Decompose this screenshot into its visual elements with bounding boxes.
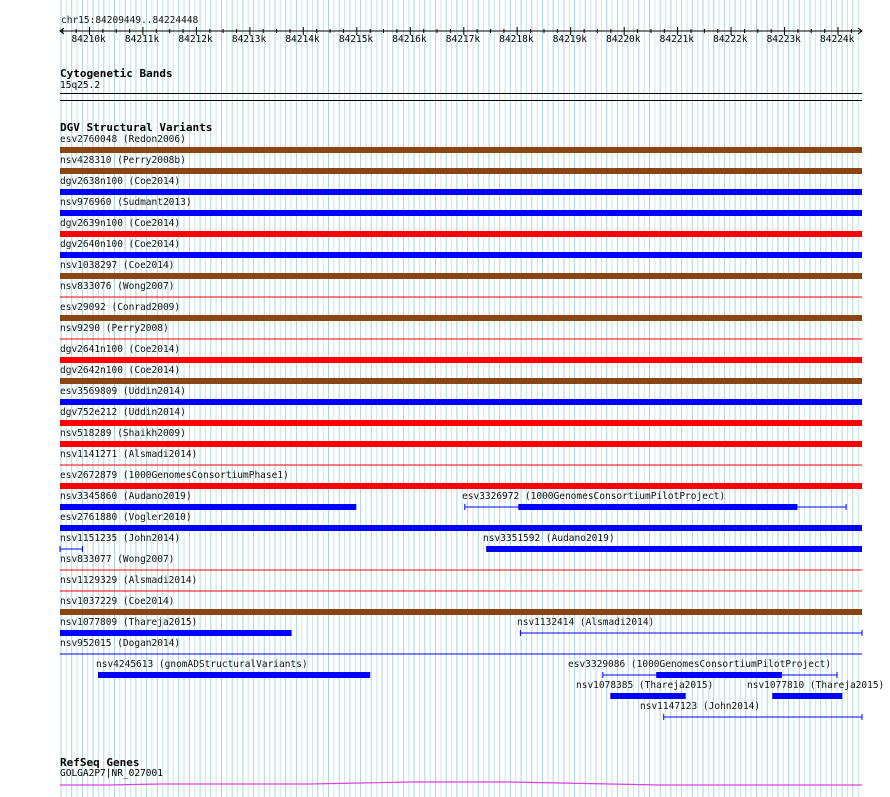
dgv-feature-label[interactable]: nsv518289 (Shaikh2009) xyxy=(60,428,186,439)
ruler-tick-label: 84210k xyxy=(71,34,106,45)
dgv-feature[interactable] xyxy=(60,378,862,384)
dgv-feature[interactable] xyxy=(520,630,862,636)
dgv-feature[interactable] xyxy=(60,609,862,615)
dgv-feature-label[interactable]: dgv2638n100 (Coe2014) xyxy=(60,176,181,187)
ruler-location: chr15:84209449..84224448 xyxy=(61,15,199,26)
dgv-feature[interactable] xyxy=(486,546,862,552)
cytoband-label: 15q25.2 xyxy=(60,80,101,91)
dgv-feature-label[interactable]: nsv1151235 (John2014) xyxy=(60,533,181,544)
dgv-feature-label[interactable]: nsv1078385 (Thareja2015) xyxy=(576,680,714,691)
ruler-tick-label: 84218k xyxy=(499,34,534,45)
dgv-feature[interactable] xyxy=(465,504,846,510)
dgv-feature-label[interactable]: nsv976960 (Sudmant2013) xyxy=(60,197,192,208)
dgv-feature[interactable] xyxy=(60,168,862,174)
dgv-feature-label[interactable]: nsv833077 (Wong2007) xyxy=(60,554,175,565)
dgv-feature[interactable] xyxy=(60,315,862,321)
refseq-gene-model[interactable] xyxy=(0,778,890,790)
dgv-feature-label[interactable]: nsv833076 (Wong2007) xyxy=(60,281,175,292)
ruler-tick-label: 84211k xyxy=(124,34,160,45)
ruler-tick-label: 84214k xyxy=(285,34,320,45)
ruler-tick-label: 84215k xyxy=(338,34,374,45)
dgv-feature[interactable] xyxy=(60,252,862,258)
dgv-feature[interactable] xyxy=(60,630,292,636)
ruler-tick-label: 84223k xyxy=(766,34,801,45)
refseq-gene-label[interactable]: GOLGA2P7|NR_027001 xyxy=(60,768,163,779)
ruler-tick-label: 84217k xyxy=(445,34,481,45)
ruler-tick-label: 84219k xyxy=(552,34,588,45)
dgv-feature-label[interactable]: esv3329086 (1000GenomesConsortiumPilotProject) xyxy=(568,659,832,670)
dgv-feature-label[interactable]: dgv752e212 (Uddin2014) xyxy=(60,407,186,418)
dgv-feature[interactable] xyxy=(60,441,862,447)
dgv-feature-label[interactable]: esv29092 (Conrad2009) xyxy=(60,302,181,313)
dgv-feature-label[interactable]: nsv3345860 (Audano2019) xyxy=(60,491,192,502)
dgv-feature-label[interactable]: nsv1129329 (Alsmadi2014) xyxy=(60,575,198,586)
dgv-feature[interactable] xyxy=(60,546,83,552)
dgv-feature[interactable] xyxy=(60,420,862,426)
dgv-feature-label[interactable]: nsv1077810 (Thareja2015) xyxy=(747,680,885,691)
dgv-feature[interactable] xyxy=(60,147,862,153)
dgv-feature-label[interactable]: nsv1037229 (Coe2014) xyxy=(60,596,175,607)
dgv-feature[interactable] xyxy=(60,231,862,237)
dgv-feature[interactable] xyxy=(60,273,862,279)
dgv-feature-label[interactable]: nsv9290 (Perry2008) xyxy=(60,323,169,334)
dgv-feature-label[interactable]: esv3569809 (Uddin2014) xyxy=(60,386,186,397)
ruler-tick-label: 84216k xyxy=(392,34,427,45)
dgv-feature-label[interactable]: nsv1077809 (Thareja2015) xyxy=(60,617,198,628)
ruler-tick-label: 84220k xyxy=(606,34,641,45)
dgv-feature-label[interactable]: esv2760048 (Redon2006) xyxy=(60,134,186,145)
ruler-tick-label: 84213k xyxy=(231,34,267,45)
dgv-feature-label[interactable]: nsv1038297 (Coe2014) xyxy=(60,260,175,271)
dgv-feature[interactable] xyxy=(664,714,862,720)
dgv-feature-label[interactable]: nsv3351592 (Audano2019) xyxy=(483,533,615,544)
dgv-feature-label[interactable]: dgv2641n100 (Coe2014) xyxy=(60,344,181,355)
dgv-feature-label[interactable]: nsv428310 (Perry2008b) xyxy=(60,155,186,166)
dgv-track-title[interactable]: DGV Structural Variants xyxy=(60,121,213,134)
dgv-feature[interactable] xyxy=(98,672,370,678)
dgv-feature[interactable] xyxy=(603,672,837,678)
dgv-feature-label[interactable]: nsv1147123 (John2014) xyxy=(640,701,761,712)
refseq-gene-line[interactable] xyxy=(60,782,862,785)
dgv-feature[interactable] xyxy=(60,399,862,405)
dgv-feature-label[interactable]: nsv952015 (Dogan2014) xyxy=(60,638,181,649)
dgv-feature[interactable] xyxy=(60,210,862,216)
ruler-tick-label: 84221k xyxy=(659,34,694,45)
cytoband-track-title[interactable]: Cytogenetic Bands xyxy=(60,67,173,80)
ruler-tick-label: 84224k xyxy=(820,34,855,45)
dgv-feature-label[interactable]: dgv2642n100 (Coe2014) xyxy=(60,365,181,376)
dgv-feature-label[interactable]: esv2761880 (Vogler2010) xyxy=(60,512,192,523)
dgv-feature[interactable] xyxy=(60,525,862,531)
dgv-feature[interactable] xyxy=(60,483,862,489)
dgv-feature[interactable] xyxy=(772,693,842,699)
dgv-feature[interactable] xyxy=(60,189,862,195)
dgv-feature[interactable] xyxy=(60,504,356,510)
refseq-track-title[interactable]: RefSeq Genes xyxy=(60,756,140,769)
dgv-feature-label[interactable]: dgv2640n100 (Coe2014) xyxy=(60,239,181,250)
dgv-feature[interactable] xyxy=(610,693,685,699)
dgv-feature[interactable] xyxy=(60,357,862,363)
dgv-feature-label[interactable]: nsv1141271 (Alsmadi2014) xyxy=(60,449,198,460)
ruler-tick-label: 84222k xyxy=(713,34,748,45)
dgv-feature-label[interactable]: dgv2639n100 (Coe2014) xyxy=(60,218,181,229)
dgv-feature-label[interactable]: esv2672879 (1000GenomesConsortiumPhase1) xyxy=(60,470,289,481)
ruler-tick-label: 84212k xyxy=(178,34,213,45)
dgv-feature-label[interactable]: nsv4245613 (gnomADStructuralVariants) xyxy=(96,659,308,670)
dgv-feature-label[interactable]: esv3326972 (1000GenomesConsortiumPilotProject) xyxy=(462,491,726,502)
dgv-feature-label[interactable]: nsv1132414 (Alsmadi2014) xyxy=(517,617,655,628)
